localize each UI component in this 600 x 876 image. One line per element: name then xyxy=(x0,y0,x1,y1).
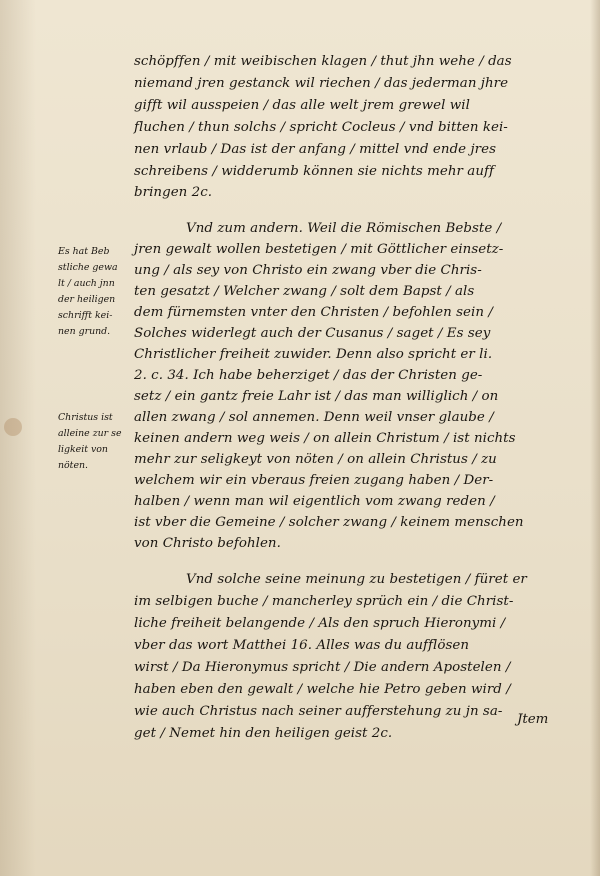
margin-note-line: nen grund. xyxy=(58,326,111,337)
text-line: get / Nemet hin den heiligen geist 2c. xyxy=(134,726,393,741)
text-line: fluchen / thun solchs / spricht Cocleus / vnd bitten kei- xyxy=(134,120,508,135)
text-line: Solches widerlegt auch der Cusanus / saget / Es sey xyxy=(134,326,491,341)
text-line: dem fürnemsten vnter den Christen / befohlen sein / xyxy=(134,305,493,320)
text-line: schreibens / widderumb können sie nichts mehr auff xyxy=(134,164,495,179)
text-line: 2. c. 34. Ich habe beherziget / das der Christen ge- xyxy=(134,368,483,383)
text-line: mehr zur seligkeyt von nöten / on allein Christus / zu xyxy=(134,452,497,467)
margin-note-line: lt / auch jnn xyxy=(58,278,115,289)
text-line: welchem wir ein vberaus freien zugang haben / Der- xyxy=(134,473,494,488)
margin-note-line: schrifft kei- xyxy=(58,310,113,321)
margin-note-line: nöten. xyxy=(58,460,89,471)
text-line: schöpffen / mit weibischen klagen / thut jhn wehe / das xyxy=(134,54,512,69)
text-line: ung / als sey von Christo ein zwang vber die Chris- xyxy=(134,263,482,278)
text-line: von Christo befohlen. xyxy=(134,536,281,551)
text-line: im selbigen buche / mancherley sprüch ein / die Christ- xyxy=(134,594,514,609)
text-line: wirst / Da Hieronymus spricht / Die andern Apostelen / xyxy=(134,660,511,675)
page-edge-shadow xyxy=(590,0,600,876)
text-line: niemand jren gestanck wil riechen / das jederman jhre xyxy=(134,76,509,91)
margin-note-line: ligkeit von xyxy=(58,444,108,455)
text-line: haben eben den gewalt / welche hie Petro geben wird / xyxy=(134,682,511,697)
text-line: vber das wort Matthei 16. Alles was du aufflösen xyxy=(134,638,470,653)
text-line: jren gewalt wollen bestetigen / mit Göttlicher einsetz- xyxy=(134,242,504,257)
text-line: keinen andern weg weis / on allein Christum / ist nichts xyxy=(134,431,516,446)
text-line: bringen 2c. xyxy=(134,185,213,200)
text-line: Vnd zum andern. Weil die Römischen Bebste / xyxy=(186,221,502,236)
text-line: Christlicher freiheit zuwider. Denn also spricht er li. xyxy=(134,347,493,362)
text-line: nen vrlaub / Das ist der anfang / mittel vnd ende jres xyxy=(134,142,497,157)
margin-note-line: der heiligen xyxy=(58,294,116,305)
page-stain xyxy=(4,418,22,436)
margin-note-line: Christus ist xyxy=(58,412,113,423)
margin-note-line: alleine zur se xyxy=(58,428,122,439)
text-line: liche freiheit belangende / Als den spruch Hieronymi / xyxy=(134,616,506,631)
text-line: wie auch Christus nach seiner aufferstehung zu jn sa- xyxy=(134,704,503,719)
text-line: setz / ein gantz freie Lahr ist / das man williglich / on xyxy=(134,389,499,404)
text-line: ist vber die Gemeine / solcher zwang / keinem menschen xyxy=(134,515,524,530)
text-line: ten gesatzt / Welcher zwang / solt dem Bapst / als xyxy=(134,284,475,299)
text-line: allen zwang / sol annemen. Denn weil vnser glaube / xyxy=(134,410,494,425)
text-line: Vnd solche seine meinung zu bestetigen / füret er xyxy=(186,572,527,587)
margin-note-line: stliche gewa xyxy=(58,262,118,273)
catchword: Jtem xyxy=(517,712,549,727)
text-line: halben / wenn man wil eigentlich vom zwang reden / xyxy=(134,494,495,509)
margin-note-line: Es hat Beb xyxy=(58,246,110,257)
text-line: gifft wil ausspeien / das alle welt jrem grewel wil xyxy=(134,98,470,113)
